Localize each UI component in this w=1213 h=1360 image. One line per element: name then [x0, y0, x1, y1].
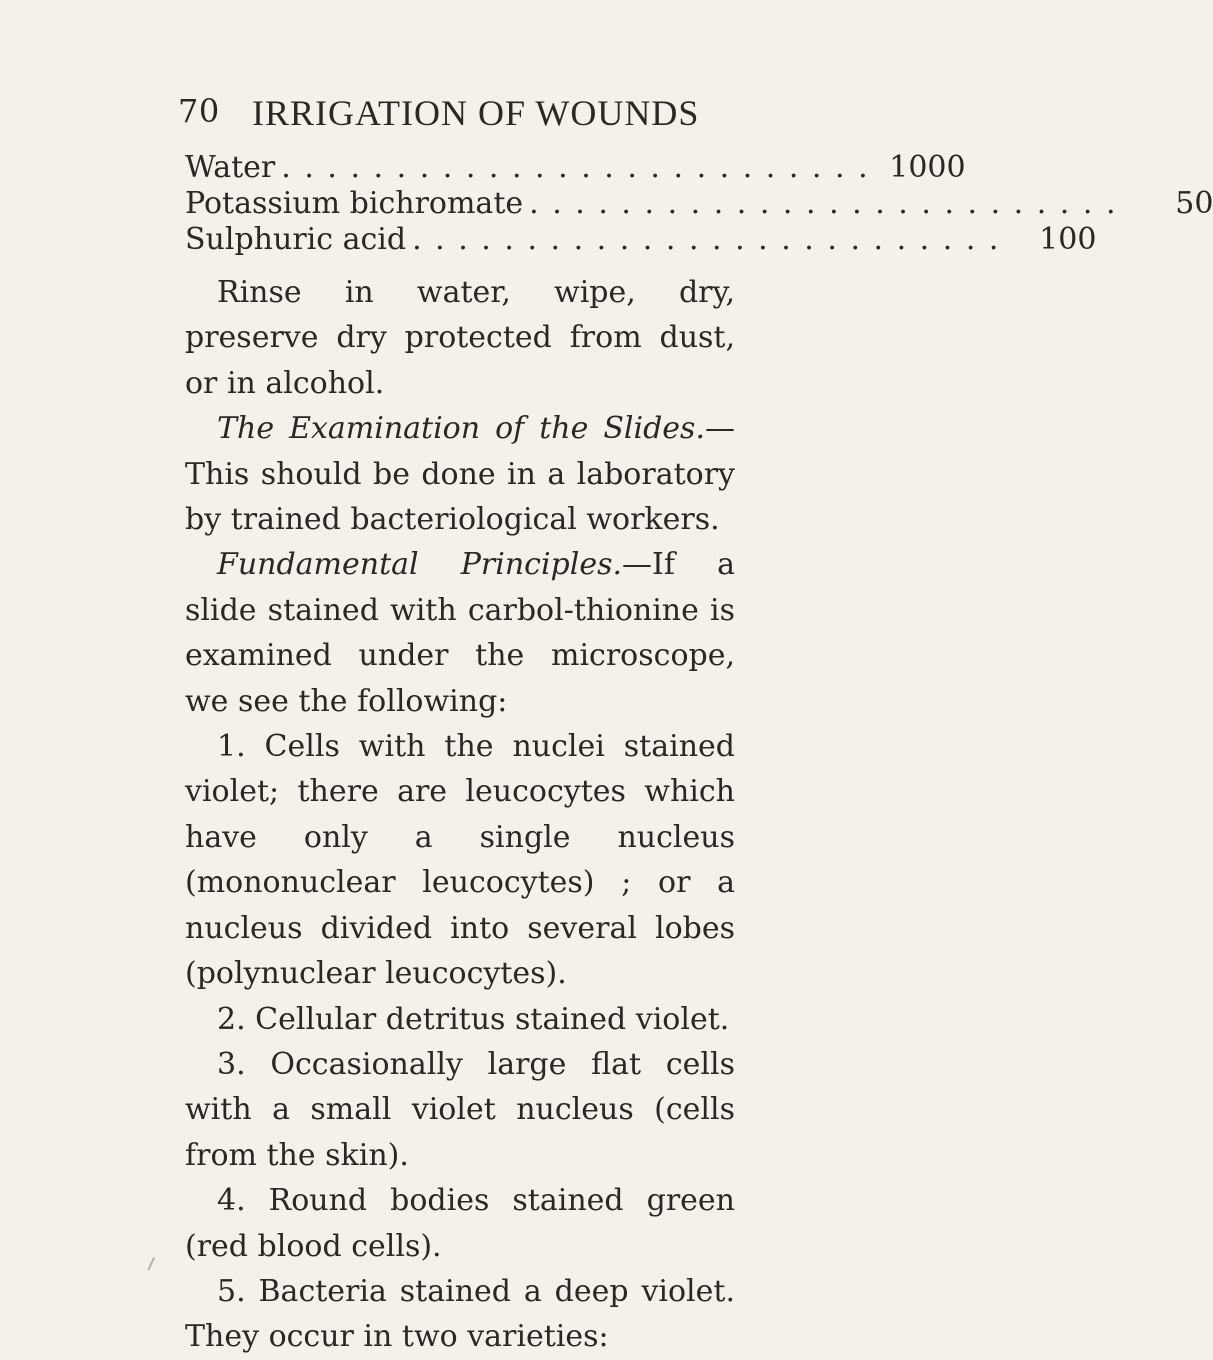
- body-text: [185, 270, 735, 1360]
- recipe-row: [185, 186, 1213, 222]
- ingredient-name: Potassium bichromate: [185, 186, 524, 221]
- dot-leader: . . . . . . . . . . . . . . . . . . . . . . . . . .: [281, 150, 870, 185]
- ingredient-quantity: 100: [1039, 222, 1097, 257]
- section-heading: The Examination of the Slides.: [217, 411, 705, 447]
- paragraph-rinse: Rinse in water, wipe, dry, preserve dry protected from dust, or in alcohol.: [185, 275, 735, 401]
- paragraph-text: —This should be done in a laboratory by trained bacteriological workers.: [185, 411, 735, 538]
- list-item: 2. Cellular detritus stained violet.: [217, 1001, 730, 1037]
- list-item: 1. Cells with the nuclei stained violet; there are leucocytes which have only a single nucleus (mononuclear leucocytes) ; or a nucleus divided into several lobes (polynuclear leucocytes).: [185, 729, 735, 992]
- ingredient-name: Sulphuric acid: [185, 222, 407, 257]
- ingredient-name: Water: [185, 150, 276, 185]
- page-number: 70: [178, 92, 220, 130]
- paragraph-text: —If a slide stained with carbol-thionine is examined under the microscope, we see the following:: [185, 547, 735, 719]
- paragraph-examination: [185, 406, 735, 542]
- paragraph-principles: [185, 542, 735, 724]
- ingredient-quantity: 1000: [889, 150, 966, 185]
- dot-leader: . . . . . . . . . . . . . . . . . . . . . . . . . .: [412, 222, 1001, 257]
- list-item: 5. Bacteria stained a deep violet. They occur in two varieties:: [185, 1273, 735, 1355]
- list-item: 4. Round bodies stained green (red blood cells).: [185, 1183, 735, 1264]
- dot-leader: . . . . . . . . . . . . . . . . . . . . . . . . . .: [529, 186, 1118, 221]
- recipe-row: [185, 150, 966, 186]
- running-title: IRRIGATION OF WOUNDS: [252, 93, 700, 133]
- list-item: 3. Occasionally large flat cells with a small violet nucleus (cells from the skin).: [185, 1046, 735, 1173]
- recipe-table: [185, 150, 1213, 258]
- ingredient-quantity: 50: [1175, 186, 1213, 221]
- stray-pencil-mark: [147, 1257, 160, 1273]
- page-header: [0, 92, 801, 132]
- section-heading: Fundamental Principles.: [217, 547, 623, 583]
- recipe-row: [185, 222, 1097, 258]
